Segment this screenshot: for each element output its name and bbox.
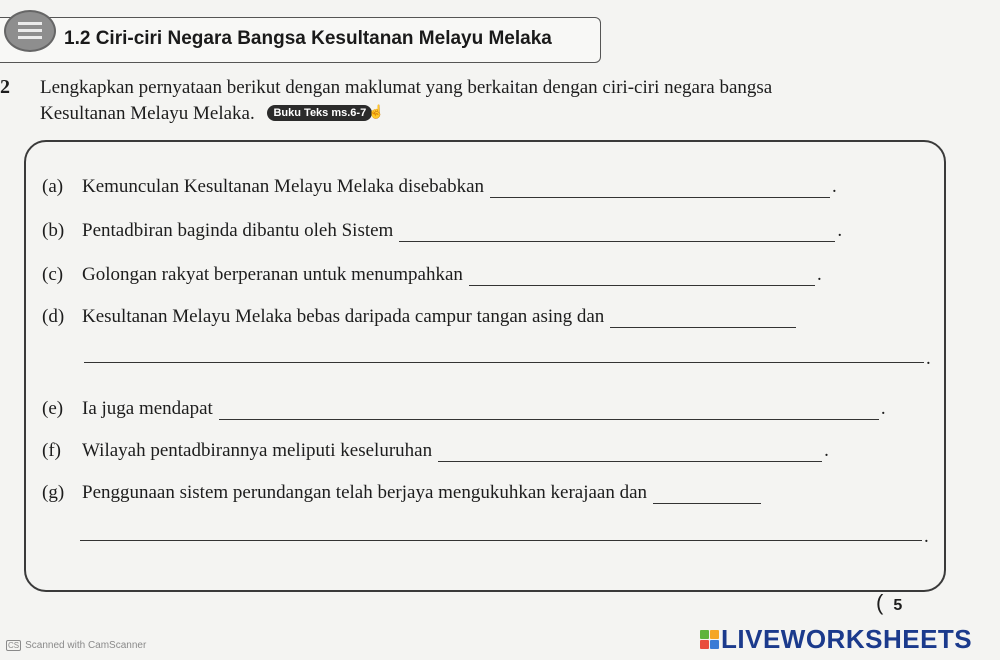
item-text: Ia juga mendapat: [82, 398, 213, 419]
item-label: (a): [42, 176, 64, 197]
answer-blank-a[interactable]: [490, 177, 830, 198]
instruction-line-2: Kesultanan Melayu Melaka.: [40, 103, 255, 124]
scanned-watermark: [6, 640, 146, 651]
item-g: [42, 478, 761, 504]
answer-line-g-continued[interactable]: [80, 540, 922, 541]
book-reference-badge[interactable]: Buku Teks ms.6-7: [267, 105, 372, 121]
answer-line-d-continued[interactable]: [84, 362, 924, 363]
item-text: Golongan rakyat berperanan untuk menumpahkan: [82, 264, 463, 285]
item-text: Wilayah pentadbirannya meliputi keseluruhan: [82, 440, 433, 461]
item-d: [42, 302, 796, 328]
score-box: [876, 590, 902, 616]
instruction-line-1: Lengkapkan pernyataan berikut dengan maklumat yang berkaitan dengan ciri-ciri negara bangsa: [40, 77, 773, 98]
answer-blank-f[interactable]: [438, 441, 822, 462]
scanned-text: Scanned with CamScanner: [25, 640, 147, 651]
answer-blank-e[interactable]: [219, 399, 879, 420]
item-c: (c) Golongan rakyat berperanan untuk menumpahkan .: [42, 264, 822, 285]
item-label: (b): [42, 220, 65, 241]
answer-blank-d[interactable]: [610, 307, 796, 328]
liveworksheets-logo-icon: [700, 630, 719, 649]
score-marks: 5: [893, 597, 903, 614]
hand-pointer-icon: ☝: [368, 104, 385, 119]
answer-box: [24, 140, 946, 592]
item-label: (d): [42, 306, 65, 327]
list-icon: [4, 10, 56, 52]
item-label: (g): [42, 482, 65, 503]
answer-blank-g[interactable]: [653, 483, 761, 504]
answer-blank-b[interactable]: [399, 221, 835, 242]
item-f: (f) Wilayah pentadbirannya meliputi keseluruhan .: [42, 440, 829, 461]
question-instruction: [40, 76, 960, 126]
item-label: (e): [42, 398, 64, 419]
section-title: 1.2 Ciri-ciri Negara Bangsa Kesultanan Melayu Melaka: [64, 28, 552, 49]
item-label: (c): [42, 264, 64, 285]
item-text: Kemunculan Kesultanan Melayu Melaka disebabkan: [82, 176, 485, 197]
score-paren: (: [876, 590, 884, 615]
item-e: (e) Ia juga mendapat .: [42, 398, 886, 419]
logo-text: LIVEWORKSHEETS: [721, 624, 973, 654]
question-number: 2: [0, 76, 10, 98]
item-text: Kesultanan Melayu Melaka bebas daripada campur tangan asing dan: [82, 306, 605, 327]
item-a: (a) Kemunculan Kesultanan Melayu Melaka disebabkan .: [42, 176, 837, 197]
item-b: (b) Pentadbiran baginda dibantu oleh Sistem .: [42, 220, 843, 241]
item-label: (f): [42, 440, 61, 461]
liveworksheets-logo: [700, 624, 972, 655]
item-text: Penggunaan sistem perundangan telah berjaya mengukuhkan kerajaan dan: [82, 482, 648, 503]
camscanner-icon: CS: [8, 641, 20, 650]
answer-blank-c[interactable]: [469, 265, 815, 286]
item-text: Pentadbiran baginda dibantu oleh Sistem: [82, 220, 394, 241]
